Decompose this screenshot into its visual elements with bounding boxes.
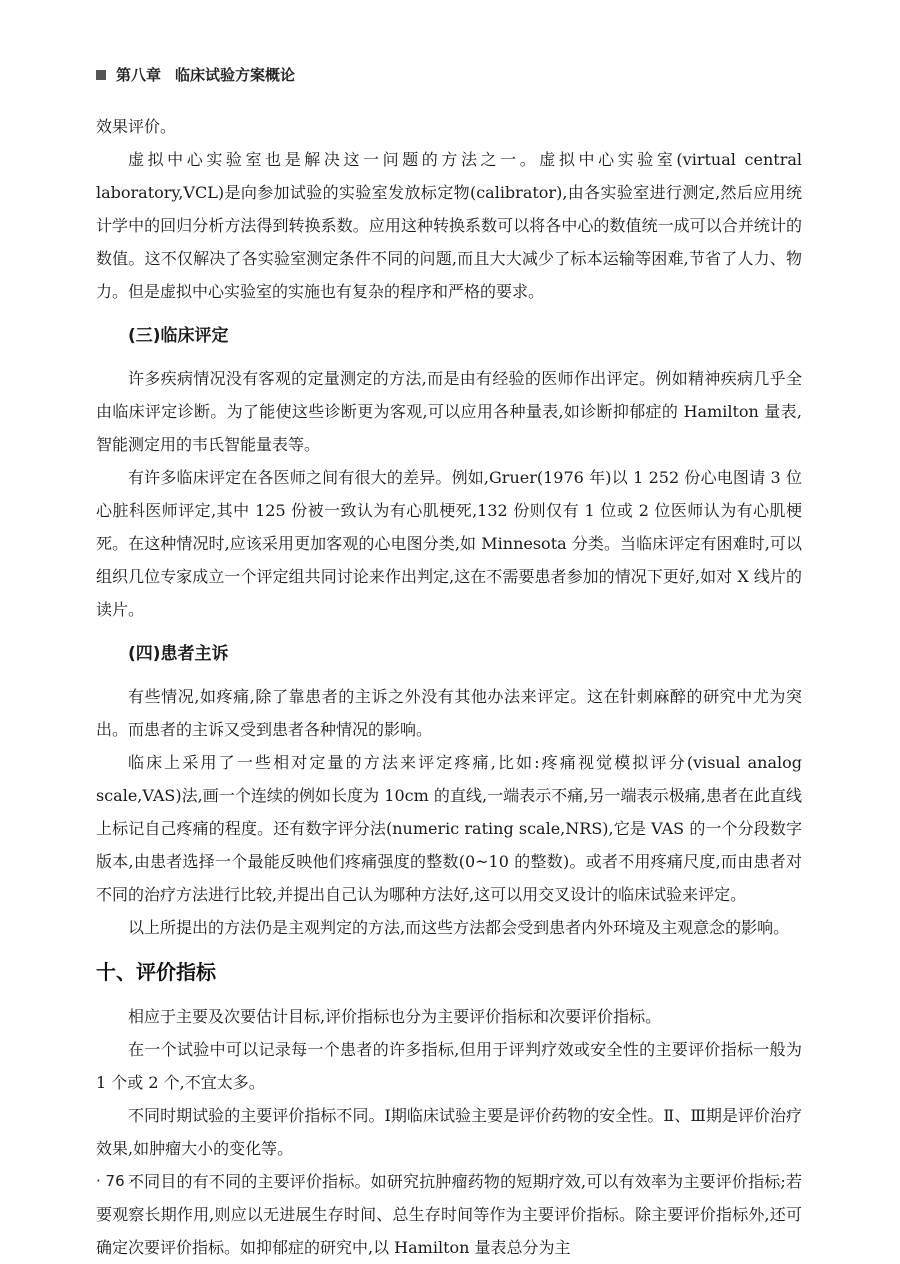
paragraph-patient-2: 临床上采用了一些相对定量的方法来评定疼痛,比如:疼痛视觉模拟评分(visual analog scale,VAS)法,画一个连续的例如长度为 10cm 的直线,一端表示不痛,另一端表示极痛,患者在此直线上标记自己疼痛的程度。还有数字评分法(numeric rating scale,NRS),它是 VAS 的一个分段数字版本,由患者选择一个最能反映他们疼痛强度的整数(0~10 的整数)。或者不用疼痛尺度,而由患者对不同的治疗方法进行比较,并提出自己认为哪种方法好,这可以用交叉设计的临床试验来评定。 (96, 753, 802, 904)
paragraph-indicators-4: 不同目的有不同的主要评价指标。如研究抗肿瘤药物的短期疗效,可以有效率为主要评价指标;若要观察长期作用,则应以无进展生存时间、总生存时间等作为主要评价指标。除主要评价指标外,还可确定次要评价指标。如抑郁症的研究中,以 Hamilton 量表总分为主 (96, 1172, 802, 1257)
subheading-clinical-assessment: (三)临床评定 (128, 326, 229, 346)
paragraph-indicators-1: 相应于主要及次要估计目标,评价指标也分为主要评价指标和次要评价指标。 (128, 1007, 662, 1026)
page-number: · 76 · (96, 1172, 135, 1190)
chapter-title: 临床试验方案概论 (175, 66, 296, 84)
paragraph-indicators-3: 不同时期试验的主要评价指标不同。Ⅰ期临床试验主要是评价药物的安全性。Ⅱ、Ⅲ期是评价治疗效果,如肿瘤大小的变化等。 (96, 1106, 802, 1158)
chapter-number: 第八章 (116, 66, 162, 84)
paragraph-patient-3: 以上所提出的方法仍是主观判定的方法,而这些方法都会受到患者内外环境及主观意念的影响。 (128, 918, 790, 937)
paragraph-continuation: 效果评价。 (96, 117, 177, 136)
running-head (96, 64, 295, 85)
subheading-patient-complaint: (四)患者主诉 (128, 644, 229, 664)
body-text (96, 110, 802, 1264)
paragraph-clinical-2: 有许多临床评定在各医师之间有很大的差异。例如,Gruer(1976 年)以 1 252 份心电图请 3 位心脏科医师评定,其中 125 份被一致认为有心肌梗死,132 份则仅有 1 位或 2 位医师认为有心肌梗死。在这种情况时,应该采用更加客观的心电图分类,如 Minnesota 分类。当临床评定有困难时,可以组织几位专家成立一个评定组共同讨论来作出判定,这在不需要患者参加的情况下更好,如对 X 线片的读片。 (96, 468, 802, 619)
paragraph-clinical-1: 许多疾病情况没有客观的定量测定的方法,而是由有经验的医师作出评定。例如精神疾病几乎全由临床评定诊断。为了能使这些诊断更为客观,可以应用各种量表,如诊断抑郁症的 Hamilton 量表,智能测定用的韦氏智能量表等。 (96, 369, 802, 454)
paragraph-patient-1: 有些情况,如疼痛,除了靠患者的主诉之外没有其他办法来评定。这在针刺麻醉的研究中尤为突出。而患者的主诉又受到患者各种情况的影响。 (96, 687, 802, 739)
paragraph-vcl: 虚拟中心实验室也是解决这一问题的方法之一。虚拟中心实验室(virtual central laboratory,VCL)是向参加试验的实验室发放标定物(calibrator),由各实验室进行测定,然后应用统计学中的回归分析方法得到转换系数。应用这种转换系数可以将各中心的数值统一成可以合并统计的数值。这不仅解决了各实验室测定条件不同的问题,而且大大减少了标本运输等困难,节省了人力、物力。但是虚拟中心实验室的实施也有复杂的程序和严格的要求。 (96, 150, 802, 301)
section-heading-indicators: 十、评价指标 (96, 960, 216, 984)
square-bullet-icon (96, 70, 106, 80)
paragraph-indicators-2: 在一个试验中可以记录每一个患者的许多指标,但用于评判疗效或安全性的主要评价指标一般为 1 个或 2 个,不宜太多。 (96, 1040, 802, 1092)
